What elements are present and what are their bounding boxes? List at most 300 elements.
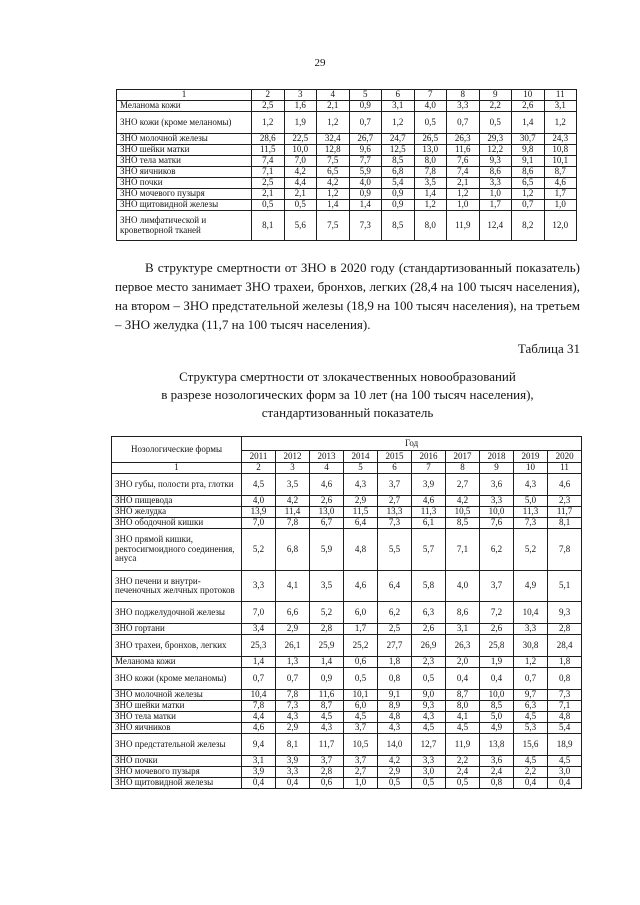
value-cell: 0,4 [276,778,310,789]
value-cell: 5,2 [514,529,548,571]
value-cell: 1,0 [447,200,480,211]
column-index: 11 [548,463,582,474]
value-cell: 4,2 [378,756,412,767]
value-cell: 22,5 [284,134,317,145]
value-cell: 7,3 [378,518,412,529]
summary-paragraph: В структуре смертности от ЗНО в 2020 году (стандартизованный показатель) первое место занимает ЗНО трахеи, бронхов, легких (28,4 на 100 тысяч населения), на втором – ЗНО предстательной железы (18,9 на 100 тысяч населения), на третьем – ЗНО желудка (11,7 на 100 тысяч населения). [115,260,580,332]
value-cell: 1,0 [344,778,378,789]
value-cell: 11,6 [310,690,344,701]
column-index: 4 [317,90,350,101]
value-cell: 4,2 [284,167,317,178]
value-cell: 0,5 [412,778,446,789]
table-row [112,657,582,668]
value-cell: 10,0 [480,690,514,701]
row-label: ЗНО щитовидной железы [117,200,252,211]
continuation-table [116,89,577,241]
value-cell: 4,8 [548,712,582,723]
value-cell: 4,5 [514,756,548,767]
value-cell: 7,3 [514,518,548,529]
value-cell: 12,0 [544,211,577,241]
value-cell: 9,3 [479,156,512,167]
table-row [112,624,582,635]
row-label: ЗНО тела матки [112,712,242,723]
row-label: ЗНО ободочной кишки [112,518,242,529]
value-cell: 12,8 [317,145,350,156]
value-cell: 7,0 [242,518,276,529]
row-label: ЗНО печени и внутри-печеночных желчных протоков [112,571,242,602]
row-label: ЗНО губы, полости рта, глотки [112,474,242,496]
value-cell: 1,7 [344,624,378,635]
value-cell: 6,2 [378,602,412,624]
value-cell: 11,3 [412,507,446,518]
value-cell: 3,3 [276,767,310,778]
value-cell: 1,4 [242,657,276,668]
value-cell: 9,1 [512,156,545,167]
value-cell: 1,8 [378,657,412,668]
column-index: 6 [378,463,412,474]
column-index: 9 [479,90,512,101]
value-cell: 7,1 [252,167,285,178]
value-cell: 11,9 [447,211,480,241]
column-index: 7 [412,463,446,474]
value-cell: 11,6 [447,145,480,156]
value-cell: 7,6 [480,518,514,529]
value-cell: 5,9 [349,167,382,178]
table-row [117,178,577,189]
value-cell: 7,8 [414,167,447,178]
column-index: 11 [544,90,577,101]
column-index: 5 [349,90,382,101]
value-cell: 0,5 [412,668,446,690]
value-cell: 3,0 [412,767,446,778]
value-cell: 2,5 [252,101,285,112]
value-cell: 11,3 [514,507,548,518]
value-cell: 4,0 [349,178,382,189]
row-label: ЗНО желудка [112,507,242,518]
value-cell: 10,1 [544,156,577,167]
value-cell: 1,2 [317,189,350,200]
value-cell: 3,1 [242,756,276,767]
value-cell: 4,6 [548,474,582,496]
row-label: ЗНО пищевода [112,496,242,507]
value-cell: 3,5 [414,178,447,189]
value-cell: 14,0 [378,734,412,756]
value-cell: 3,9 [276,756,310,767]
value-cell: 1,4 [414,189,447,200]
value-cell: 2,8 [310,624,344,635]
year-header: 2019 [514,451,548,463]
value-cell: 2,4 [480,767,514,778]
value-cell: 3,3 [514,624,548,635]
value-cell: 4,9 [514,571,548,602]
value-cell: 30,7 [512,134,545,145]
value-cell: 1,9 [480,657,514,668]
value-cell: 15,6 [514,734,548,756]
value-cell: 3,3 [447,101,480,112]
table-row [112,529,582,571]
table-row [117,101,577,112]
value-cell: 4,5 [310,712,344,723]
value-cell: 1,4 [512,112,545,134]
row-label: ЗНО поджелудочной железы [112,602,242,624]
value-cell: 1,6 [284,101,317,112]
value-cell: 6,0 [344,602,378,624]
value-cell: 8,5 [446,518,480,529]
row-label: ЗНО яичников [112,723,242,734]
column-header-year: Год [242,437,582,451]
value-cell: 1,2 [414,200,447,211]
value-cell: 8,5 [382,156,415,167]
value-cell: 6,1 [412,518,446,529]
value-cell: 12,4 [479,211,512,241]
value-cell: 7,8 [548,529,582,571]
value-cell: 0,7 [242,668,276,690]
value-cell: 9,7 [514,690,548,701]
row-label: ЗНО трахеи, бронхов, легких [112,635,242,657]
value-cell: 0,7 [514,668,548,690]
value-cell: 7,8 [276,690,310,701]
table-row [117,145,577,156]
value-cell: 0,9 [349,189,382,200]
value-cell: 4,5 [514,712,548,723]
value-cell: 9,3 [412,701,446,712]
value-cell: 2,2 [514,767,548,778]
table-row [117,156,577,167]
value-cell: 0,5 [414,112,447,134]
table-row [112,712,582,723]
table-row [112,507,582,518]
value-cell: 4,8 [344,529,378,571]
value-cell: 26,5 [414,134,447,145]
column-index: 6 [382,90,415,101]
value-cell: 28,6 [252,134,285,145]
row-label: ЗНО почки [117,178,252,189]
value-cell: 0,7 [447,112,480,134]
year-header: 2018 [480,451,514,463]
value-cell: 2,5 [252,178,285,189]
index-row [112,463,582,474]
row-label: ЗНО тела матки [117,156,252,167]
table-row [112,635,582,657]
table-row [117,189,577,200]
value-cell: 6,3 [514,701,548,712]
value-cell: 3,6 [480,474,514,496]
value-cell: 7,5 [317,156,350,167]
table-title-line: стандартизованный показатель [261,405,434,420]
row-label: ЗНО лимфатической и кроветворной тканей [117,211,252,241]
row-label: ЗНО щитовидной железы [112,778,242,789]
value-cell: 13,8 [480,734,514,756]
column-index: 9 [480,463,514,474]
value-cell: 7,1 [446,529,480,571]
value-cell: 6,8 [382,167,415,178]
value-cell: 18,9 [548,734,582,756]
year-header: 2011 [242,451,276,463]
value-cell: 0,7 [512,200,545,211]
table-row [112,602,582,624]
value-cell: 4,3 [514,474,548,496]
value-cell: 30,8 [514,635,548,657]
value-cell: 8,6 [446,602,480,624]
value-cell: 26,7 [349,134,382,145]
value-cell: 0,4 [514,778,548,789]
value-cell: 6,7 [310,518,344,529]
value-cell: 1,7 [544,189,577,200]
value-cell: 6,4 [378,571,412,602]
value-cell: 2,7 [378,496,412,507]
value-cell: 2,1 [284,189,317,200]
table-row [112,496,582,507]
table-row [112,701,582,712]
value-cell: 5,0 [480,712,514,723]
value-cell: 5,4 [548,723,582,734]
value-cell: 6,3 [412,602,446,624]
value-cell: 11,9 [446,734,480,756]
value-cell: 3,4 [242,624,276,635]
row-label: ЗНО прямой кишки, ректосигмоидного соединения, ануса [112,529,242,571]
index-row [117,90,577,101]
value-cell: 0,9 [310,668,344,690]
value-cell: 0,9 [382,200,415,211]
value-cell: 11,5 [252,145,285,156]
value-cell: 4,2 [446,496,480,507]
value-cell: 4,3 [412,712,446,723]
value-cell: 5,1 [548,571,582,602]
value-cell: 2,8 [310,767,344,778]
value-cell: 0,5 [446,778,480,789]
row-label: ЗНО кожи (кроме меланомы) [117,112,252,134]
value-cell: 8,1 [548,518,582,529]
value-cell: 6,4 [344,518,378,529]
value-cell: 7,7 [349,156,382,167]
value-cell: 8,5 [382,211,415,241]
row-label: Меланома кожи [117,101,252,112]
value-cell: 6,2 [480,529,514,571]
value-cell: 2,0 [446,657,480,668]
table-row [117,167,577,178]
table-row [112,756,582,767]
value-cell: 25,9 [310,635,344,657]
value-cell: 3,7 [344,723,378,734]
value-cell: 3,1 [446,624,480,635]
value-cell: 1,2 [447,189,480,200]
value-cell: 1,4 [317,200,350,211]
value-cell: 4,4 [242,712,276,723]
value-cell: 5,2 [242,529,276,571]
value-cell: 26,9 [412,635,446,657]
value-cell: 2,9 [344,496,378,507]
value-cell: 4,6 [310,474,344,496]
value-cell: 7,1 [548,701,582,712]
column-index: 8 [446,463,480,474]
value-cell: 2,6 [512,101,545,112]
row-label: ЗНО шейки матки [117,145,252,156]
value-cell: 10,0 [480,507,514,518]
value-cell: 0,4 [480,668,514,690]
row-label: ЗНО предстательной железы [112,734,242,756]
value-cell: 0,6 [344,657,378,668]
value-cell: 4,4 [284,178,317,189]
value-cell: 7,4 [252,156,285,167]
value-cell: 1,2 [514,657,548,668]
value-cell: 3,0 [548,767,582,778]
value-cell: 24,3 [544,134,577,145]
value-cell: 1,3 [276,657,310,668]
value-cell: 4,1 [446,712,480,723]
column-index: 3 [284,90,317,101]
row-label: ЗНО молочной железы [117,134,252,145]
value-cell: 2,5 [378,624,412,635]
value-cell: 2,6 [310,496,344,507]
value-cell: 3,9 [242,767,276,778]
year-header: 2020 [548,451,582,463]
row-label: ЗНО мочевого пузыря [112,767,242,778]
value-cell: 0,5 [284,200,317,211]
value-cell: 4,2 [276,496,310,507]
value-cell: 4,9 [480,723,514,734]
value-cell: 7,0 [284,156,317,167]
value-cell: 25,3 [242,635,276,657]
value-cell: 25,8 [480,635,514,657]
value-cell: 5,8 [412,571,446,602]
year-header: 2016 [412,451,446,463]
table-row [112,518,582,529]
value-cell: 2,6 [480,624,514,635]
value-cell: 7,2 [480,602,514,624]
column-index: 1 [112,463,242,474]
value-cell: 9,8 [512,145,545,156]
value-cell: 10,1 [344,690,378,701]
year-header: 2015 [378,451,412,463]
value-cell: 8,0 [414,211,447,241]
value-cell: 10,5 [344,734,378,756]
value-cell: 3,3 [479,178,512,189]
value-cell: 12,7 [412,734,446,756]
value-cell: 3,5 [310,571,344,602]
value-cell: 6,6 [276,602,310,624]
value-cell: 2,1 [447,178,480,189]
table-title-line: в разрезе нозологических форм за 10 лет (на 100 тысяч населения), [161,387,534,402]
value-cell: 0,8 [378,668,412,690]
value-cell: 7,3 [548,690,582,701]
value-cell: 8,1 [252,211,285,241]
value-cell: 12,5 [382,145,415,156]
column-header-forms: Нозологические формы [112,437,242,463]
value-cell: 4,5 [242,474,276,496]
row-label: ЗНО кожи (кроме меланомы) [112,668,242,690]
value-cell: 4,6 [412,496,446,507]
value-cell: 4,5 [446,723,480,734]
value-cell: 0,5 [479,112,512,134]
value-cell: 10,4 [242,690,276,701]
value-cell: 0,8 [548,668,582,690]
value-cell: 2,9 [276,723,310,734]
value-cell: 1,2 [317,112,350,134]
value-cell: 10,8 [544,145,577,156]
value-cell: 4,6 [544,178,577,189]
value-cell: 7,8 [276,518,310,529]
value-cell: 24,7 [382,134,415,145]
value-cell: 0,5 [378,778,412,789]
row-label: ЗНО молочной железы [112,690,242,701]
value-cell: 0,6 [310,778,344,789]
value-cell: 8,7 [544,167,577,178]
value-cell: 10,5 [446,507,480,518]
value-cell: 1,4 [349,200,382,211]
value-cell: 8,7 [310,701,344,712]
value-cell: 29,3 [479,134,512,145]
value-cell: 8,6 [479,167,512,178]
column-index: 5 [344,463,378,474]
value-cell: 6,0 [344,701,378,712]
column-index: 2 [252,90,285,101]
column-index: 2 [242,463,276,474]
value-cell: 5,6 [284,211,317,241]
value-cell: 0,8 [480,778,514,789]
value-cell: 7,4 [447,167,480,178]
year-header: 2014 [344,451,378,463]
value-cell: 11,5 [344,507,378,518]
table-row [117,211,577,241]
value-cell: 3,3 [480,496,514,507]
year-header: 2017 [446,451,480,463]
value-cell: 5,7 [412,529,446,571]
value-cell: 3,7 [344,756,378,767]
value-cell: 1,2 [512,189,545,200]
value-cell: 26,1 [276,635,310,657]
value-cell: 2,6 [412,624,446,635]
table-title [115,368,580,422]
value-cell: 25,2 [344,635,378,657]
value-cell: 3,6 [480,756,514,767]
value-cell: 1,8 [548,657,582,668]
table-row [112,734,582,756]
mortality-table [111,436,582,789]
table-row [112,778,582,789]
value-cell: 4,8 [378,712,412,723]
value-cell: 1,4 [310,657,344,668]
value-cell: 7,3 [349,211,382,241]
value-cell: 4,2 [317,178,350,189]
value-cell: 2,4 [446,767,480,778]
value-cell: 10,4 [514,602,548,624]
value-cell: 2,3 [548,496,582,507]
column-index: 3 [276,463,310,474]
table-label: Таблица 31 [517,341,580,356]
value-cell: 3,3 [242,571,276,602]
value-cell: 9,1 [378,690,412,701]
value-cell: 4,5 [412,723,446,734]
value-cell: 10,0 [284,145,317,156]
value-cell: 12,2 [479,145,512,156]
row-label: ЗНО почки [112,756,242,767]
row-label: Меланома кожи [112,657,242,668]
value-cell: 8,6 [512,167,545,178]
value-cell: 0,9 [382,189,415,200]
value-cell: 1,9 [284,112,317,134]
value-cell: 9,0 [412,690,446,701]
table-title-line: Структура смертности от злокачественных новообразований [179,369,516,384]
value-cell: 3,1 [382,101,415,112]
value-cell: 6,5 [512,178,545,189]
year-header: 2012 [276,451,310,463]
value-cell: 2,7 [446,474,480,496]
table-row [112,474,582,496]
table-row [117,112,577,134]
value-cell: 7,5 [317,211,350,241]
value-cell: 4,0 [242,496,276,507]
column-index: 8 [447,90,480,101]
